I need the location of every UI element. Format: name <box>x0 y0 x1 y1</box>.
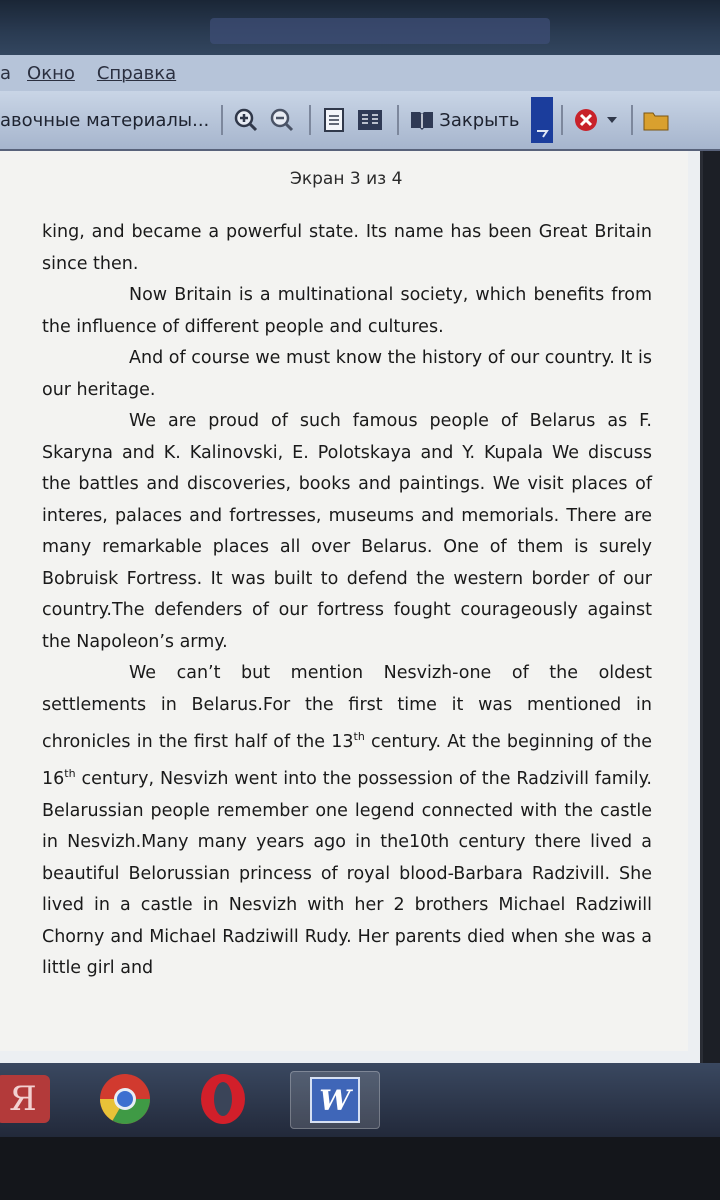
menu-item-window[interactable]: Окно <box>27 62 75 84</box>
chrome-icon[interactable] <box>92 1071 158 1127</box>
zoom-in-icon[interactable] <box>233 107 259 133</box>
paragraph-segment: century. At the beginning of the 16 <box>42 731 652 790</box>
toolbar-separator <box>309 105 311 135</box>
superscript: th <box>64 767 76 781</box>
document-viewer[interactable] <box>0 151 703 1063</box>
document-text <box>42 217 652 985</box>
paragraph: Now Britain is a multinational society, which benefits from the influence of different people and cultures. <box>42 285 652 337</box>
paragraph: We are proud of such famous people of Belarus as F. Skaryna and K. Kalinovski, E. Polotskaya and Y. Kupala We discuss the battles and discoveries, books and paintings. We visit places of interes, palaces and fortresses, museums and memorials. There are many remarkable places all over Belarus. One of them is surely Bobruisk Fortress. It was built to defend the western border of our country.The defenders of our fortress fought courageously against the Napoleon’s army. <box>42 411 652 652</box>
zoom-out-icon[interactable] <box>269 107 295 133</box>
close-button[interactable]: Закрыть <box>439 109 520 131</box>
screen-counter: Экран 3 из 4 <box>290 169 403 189</box>
dropdown-icon[interactable] <box>605 107 619 133</box>
yandex-glyph: Я <box>9 1079 37 1119</box>
desk-surface <box>0 1137 720 1200</box>
menu-bar <box>0 55 720 91</box>
toolbar-separator <box>561 105 563 135</box>
title-highlight <box>210 18 550 44</box>
document-page <box>0 151 688 1051</box>
paragraph-segment: We can’t but mention Nesvizh-one of the oldest settlements in Belarus.For the first time it was mentioned in chronicles in the first half of the 13 <box>42 663 652 752</box>
opera-icon[interactable] <box>190 1071 256 1127</box>
reference-materials-button[interactable]: авочные материалы... <box>0 109 210 131</box>
toolbar <box>0 91 720 151</box>
paragraph <box>42 658 652 985</box>
menu-item-partial[interactable]: а <box>0 62 12 84</box>
paragraph: king, and became a powerful state. Its name has been Great Britain since then. <box>42 222 652 274</box>
word-glyph: W <box>319 1083 351 1117</box>
superscript: th <box>353 730 365 743</box>
toolbar-separator <box>631 105 633 135</box>
book-icon[interactable] <box>409 107 435 133</box>
toolbar-separator <box>221 105 223 135</box>
word-icon[interactable] <box>290 1071 380 1129</box>
toolbar-separator <box>397 105 399 135</box>
paragraph-segment: century, Nesvizh went into the possession of the Radzivill family. Belarussian people remember one legend connected with the castle in Nesvizh.Many many years ago in the10th century there lived a beautiful Belorussian princess of royal blood-Barbara Radzivill. She lived in a castle in Nesvizh with her 2 brothers Michael Radziwill Chorny and Michael Radziwill Rudy. Her parents died when she was a little girl and <box>42 769 652 979</box>
resize-grip[interactable] <box>531 97 553 143</box>
yandex-icon[interactable] <box>0 1071 56 1127</box>
taskbar <box>0 1063 720 1137</box>
menu-item-help[interactable]: Справка <box>96 62 177 84</box>
two-pages-icon[interactable] <box>357 107 383 133</box>
page-icon[interactable] <box>321 107 347 133</box>
folder-icon[interactable] <box>643 107 669 133</box>
paragraph: And of course we must know the history of our country. It is our heritage. <box>42 348 652 400</box>
error-icon[interactable] <box>573 107 599 133</box>
window-titlebar <box>0 0 720 55</box>
